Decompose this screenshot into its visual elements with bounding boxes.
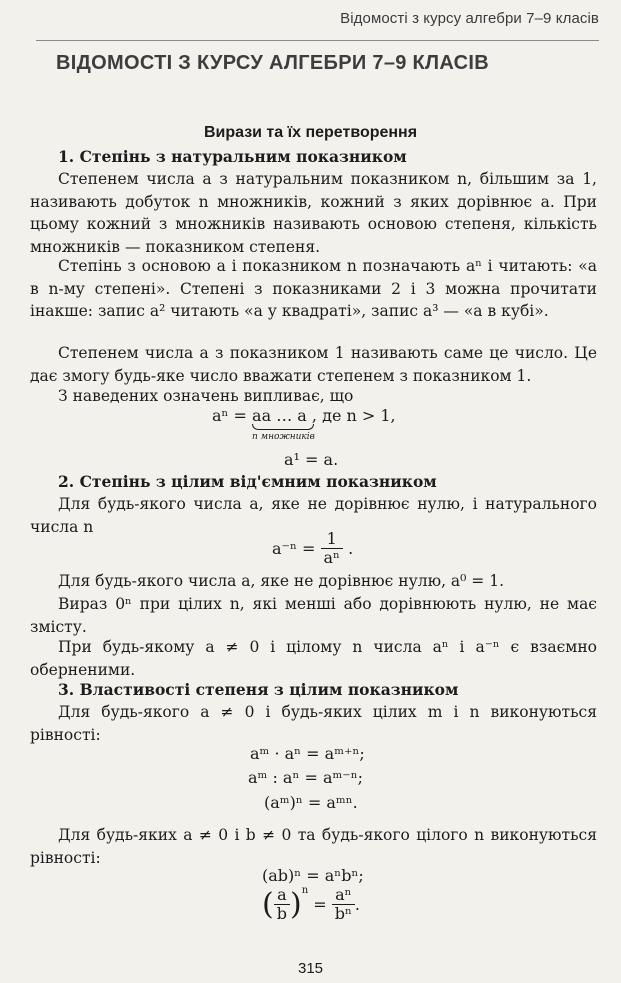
- section-title: Вирази та їх перетворення: [203, 124, 418, 141]
- formula-negative-exponent: a⁻ⁿ = $\frac{1}{\text{aⁿ}}$ .: [272, 529, 354, 567]
- paragraph-2: Степінь з основою a і показником n позначають aⁿ і читають: «a в n-му степені». Степені з показниками 2 і 3 можна прочитати інакше: запис a² читають «a у квадраті», запис a³ — «a в кубі».: [30, 257, 597, 320]
- subsection-2-title: 2. Степінь з цілим від'ємним показником: [58, 472, 437, 491]
- paragraph-5: Для будь-якого числа a, яке не дорівнює нулю, і натурального числа n: [30, 495, 597, 536]
- paragraph-8: При будь-якому a ≠ 0 і цілому n числа aⁿ і a⁻ⁿ є взаємно оберненими.: [30, 638, 597, 679]
- formula-power-of-power: (aᵐ)ⁿ = aᵐⁿ.: [264, 793, 358, 812]
- running-header: Відомості з курсу алгебри 7–9 класів: [340, 10, 599, 27]
- formula-quotient-rule: aᵐ : aⁿ = aᵐ⁻ⁿ;: [248, 768, 364, 787]
- paragraph-7: Вираз 0ⁿ при цілих n, які менші або дорівнюють нулю, не має змісту.: [30, 595, 597, 636]
- subsection-1-title: 1. Степінь з натуральним показником: [58, 147, 407, 166]
- paragraph-4: З наведених означень випливає, що: [58, 387, 354, 405]
- formula-underbrace-label: n множників: [252, 432, 315, 442]
- formula-power-one: a¹ = a.: [284, 450, 339, 469]
- header-rule: [36, 40, 599, 41]
- paragraph-3: Степенем числа a з показником 1 називають саме це число. Це дає змогу будь-яке число вважати степенем з показником 1.: [30, 344, 597, 385]
- formula-power-of-product: (ab)ⁿ = aⁿbⁿ;: [262, 866, 364, 885]
- formula-product-rule: aᵐ · aⁿ = aᵐ⁺ⁿ;: [250, 744, 365, 763]
- subsection-3-title: 3. Властивості степеня з цілим показником: [58, 680, 459, 699]
- chapter-title: ВІДОМОСТІ З КУРСУ АЛГЕБРИ 7–9 КЛАСІВ: [56, 52, 489, 74]
- page-number: 315: [297, 960, 324, 977]
- paragraph-9: Для будь-якого a ≠ 0 і будь-яких цілих m і n виконуються рівності:: [30, 703, 597, 744]
- paragraph-6: Для будь-якого числа a, яке не дорівнює нулю, a⁰ = 1.: [58, 572, 505, 590]
- paragraph-10: Для будь-яких a ≠ 0 і b ≠ 0 та будь-якого цілого n виконуються рівності:: [30, 826, 597, 867]
- formula-power-definition: aⁿ = aa … a , де n > 1,: [212, 406, 396, 425]
- formula-power-of-quotient: ( $\frac{a}{b}$ )$^n$ = $\frac{\text{aⁿ}}{\text{bⁿ}}$ .: [262, 885, 360, 923]
- paragraph-1: Степенем числа a з натуральним показником n, більшим за 1, називають добуток n множників, кожний з яких дорівнює a. При цьому кожний з множників називають основою степеня, кількість множників — показником степеня.: [30, 170, 597, 256]
